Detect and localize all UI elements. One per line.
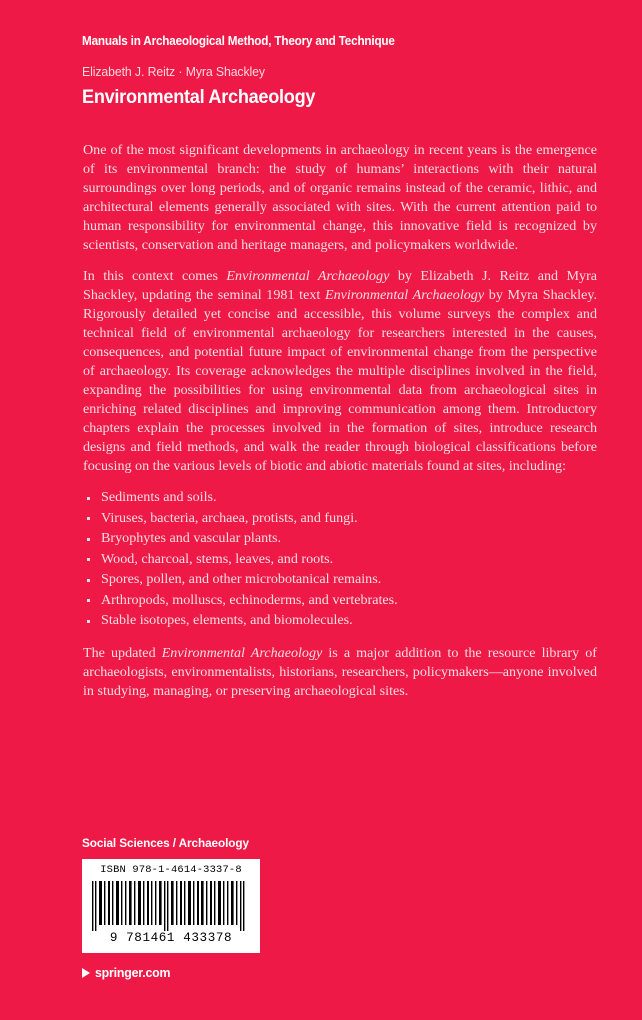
blurb-paragraph-3 xyxy=(83,644,597,701)
barcode-digits: 9 781461 433378 xyxy=(109,931,233,946)
book-title: Environmental Archaeology xyxy=(82,85,316,108)
blurb-p3-text-2: is a major addition to the resource library of archaeologists, environmentalists, historians, researchers, policymakers—anyone involved in studying, managing, or preserving archaeological sites. xyxy=(83,644,597,699)
blurb-paragraph-1: One of the most significant developments in archaeology in recent years is the emergence of its environmental branch: the study of humans’ interactions with their natural surroundings over long periods, and of organic remains instead of the ceramic, lithic, and architectural elements generally associated with sites. With the current attention paid to human responsibility for environmental change, this innovative field is recognized by scientists, conservation and heritage managers, and policymakers worldwide. xyxy=(83,142,597,253)
list-item: Viruses, bacteria, archaea, protists, and fungi. xyxy=(83,509,597,529)
blurb-p2-text-2: by Elizabeth J. Reitz and Myra Shackley, updating the seminal 1981 text xyxy=(83,268,598,304)
blurb-p2-text-1: In this context comes xyxy=(83,268,227,285)
blurb-p2-text-3: by Myra Shackley. Rigorously detailed yet concise and accessible, this volume surveys the complex and technical field of environmental archaeology for researchers interested in the causes, consequences, and potential future impact of environmental change from the perspective of archaeology. Its coverage acknowledges the multiple disciplines involved in the field, expanding the possibilities for using environmental data from archaeological sites in enriching related disciplines and improving communication among them. Introductory chapters explain the processes involved in the formation of sites, introduce research designs and field methods, and walk the reader through biological classifications before focusing on the various levels of biotic and abiotic materials found at sites, including: xyxy=(83,287,597,474)
isbn-number: ISBN 978-1-4614-3337-8 xyxy=(100,864,242,876)
cover-header xyxy=(82,34,598,109)
series-title: Manuals in Archaeological Method, Theory and Technique xyxy=(82,34,395,48)
list-item: Stable isotopes, elements, and biomolecules. xyxy=(83,611,597,631)
blurb-p3-title-1: Environmental Archaeology xyxy=(161,644,323,661)
isbn-barcode-panel xyxy=(82,859,260,953)
list-item: Arthropods, molluscs, echinoderms, and vertebrates. xyxy=(83,591,597,611)
list-item: Sediments and soils. xyxy=(83,488,597,508)
list-item: Bryophytes and vascular plants. xyxy=(83,529,597,549)
play-triangle-icon xyxy=(82,968,90,978)
cover-footer xyxy=(82,836,382,980)
subject-category: Social Sciences / Archaeology xyxy=(82,836,249,850)
back-cover-blurb xyxy=(83,141,597,701)
list-item: Wood, charcoal, stems, leaves, and roots. xyxy=(83,550,597,570)
list-item: Spores, pollen, and other microbotanical remains. xyxy=(83,570,597,590)
barcode-icon xyxy=(92,881,250,931)
publisher-url: springer.com xyxy=(95,965,171,980)
publisher-logo[interactable] xyxy=(82,965,382,980)
author-names: Elizabeth J. Reitz · Myra Shackley xyxy=(82,63,265,79)
blurb-p3-text-1: The updated xyxy=(83,644,162,661)
topics-list xyxy=(83,488,597,631)
blurb-p2-title-1: Environmental Archaeology xyxy=(226,268,390,285)
blurb-p2-title-2: Environmental Archaeology xyxy=(324,287,485,304)
blurb-paragraph-2 xyxy=(83,267,597,475)
